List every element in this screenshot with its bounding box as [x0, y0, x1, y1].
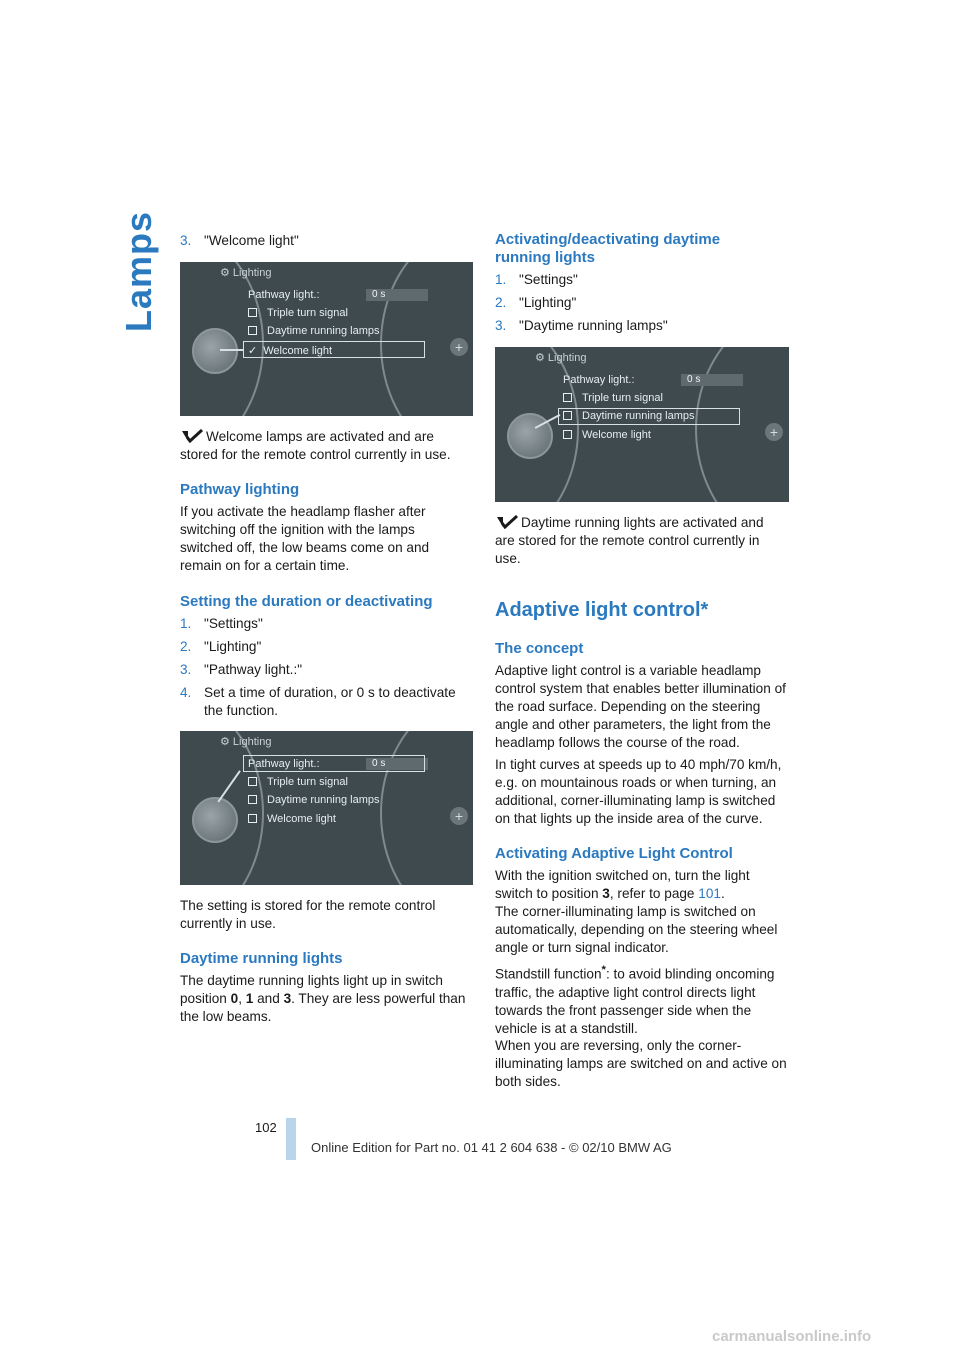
checkmark-icon: ✓: [248, 345, 258, 357]
step-item: 4. Set a time of duration, or 0 s to deactivate the function.: [180, 685, 456, 718]
alc-text-2: The corner-illuminating lamp is switched on automatically, depending on the steering wheel angle or turn signal indicator.: [495, 904, 778, 955]
page-number: 102: [255, 1120, 277, 1135]
selection-frame: [243, 755, 425, 772]
step-item: 1. "Settings": [495, 272, 578, 287]
step-number: 3.: [180, 233, 192, 248]
pathway-text: If you activate the headlamp flasher after switching off the ignition with the lamps switched off, the low beams come on and remain on for a certain time.: [180, 504, 430, 573]
footer-bar: [286, 1118, 296, 1160]
pathway-value: 0 s: [366, 289, 428, 301]
step-item: 2. "Lighting": [495, 295, 577, 310]
pathway-value: 0 s: [366, 758, 428, 770]
selection-frame: [558, 408, 740, 425]
welcome-note: Welcome lamps are activated and are stored for the remote control currently in use.: [180, 429, 451, 462]
step-item: 2. "Lighting": [180, 639, 262, 654]
triple-turn-row: Triple turn signal: [248, 776, 348, 788]
welcome-row: Welcome light: [248, 813, 336, 825]
concept-text: Adaptive light control is a variable headlamp control system that enables better illumination of the road surface. Depending on the steering angle and other parameters, the light from the headlamp follows the course of the road.: [495, 663, 786, 750]
checkbox-icon: [248, 814, 257, 823]
plus-icon: +: [450, 807, 468, 825]
heading-pathway-lighting: Pathway lighting: [180, 481, 300, 498]
stored-text: The setting is stored for the remote control currently in use.: [180, 898, 436, 931]
heading-activating-alc: Activating Adaptive Light Control: [495, 845, 733, 862]
concept-text-2: In tight curves at speeds up to 40 mph/70 km/h, e.g. on mountainous roads or when turning, an additional, corner-illuminating lamp is switched on that lights up the inside area of the curve.: [495, 757, 782, 826]
pathway-row: Pathway light.:: [248, 289, 320, 301]
checkbox-icon: [248, 326, 257, 335]
idrive-screen-pathway: [180, 731, 473, 885]
pathway-row: Pathway light.:: [248, 758, 320, 770]
controller-knob-icon: [192, 328, 238, 374]
checkmark-icon: [495, 515, 519, 529]
screen-header: ⚙ Lighting: [220, 267, 272, 279]
footer-edition: Online Edition for Part no. 01 41 2 604 638 - © 02/10 BMW AG: [311, 1140, 672, 1155]
heading-concept: The concept: [495, 640, 584, 657]
triple-turn-row: Triple turn signal: [563, 392, 663, 404]
step-text: "Welcome light": [204, 233, 299, 248]
heading-duration: Setting the duration or deactivating: [180, 593, 433, 610]
pointer-line: [220, 349, 244, 351]
daytime-row: Daytime running lamps: [248, 794, 380, 806]
daytime-row: Daytime running lamps: [563, 410, 695, 422]
screen-header: ⚙ Lighting: [220, 736, 272, 748]
page-link[interactable]: 101: [698, 886, 721, 901]
step-item: 3. "Daytime running lamps": [495, 318, 668, 333]
daytime-row: Daytime running lamps: [248, 325, 380, 337]
step-item: [180, 232, 299, 250]
daytime-text: The daytime running lights light up in switch position 0, 1 and 3. They are less powerful than the low beams.: [180, 973, 466, 1024]
reversing-text: When you are reversing, only the corner-illuminating lamps are switched on and active on both sides.: [495, 1038, 787, 1089]
plus-icon: +: [765, 423, 783, 441]
heading-daytime-running-lights: Daytime running lights: [180, 950, 343, 967]
selection-frame: [243, 341, 425, 358]
checkbox-icon: [563, 393, 572, 402]
daytime-note: Daytime running lights are activated and are stored for the remote control currently in use.: [495, 515, 764, 566]
step-item: 3. "Pathway light.:": [180, 662, 303, 677]
standstill-text: Standstill function*: to avoid blinding oncoming traffic, the adaptive light control directs light towards the front passenger side when the vehicle is at a standstill.: [495, 964, 775, 1036]
checkbox-icon: [248, 308, 257, 317]
pathway-value: 0 s: [681, 374, 743, 386]
checkmark-icon: [180, 429, 204, 443]
heading-activating-daytime: Activating/deactivating daytime running lights: [495, 231, 721, 266]
step-item: 1. "Settings": [180, 616, 263, 631]
triple-turn-row: Triple turn signal: [248, 307, 348, 319]
section-title: [118, 210, 159, 342]
idrive-screen-daytime: [495, 347, 789, 502]
checkbox-icon: [563, 430, 572, 439]
checkbox-icon: [248, 795, 257, 804]
pathway-row: Pathway light.:: [563, 374, 635, 386]
heading-adaptive-light-control: Adaptive light control*: [495, 599, 709, 621]
screen-header: ⚙ Lighting: [535, 352, 587, 364]
alc-text: With the ignition switched on, turn the light switch to position 3, refer to page 101.: [495, 868, 750, 901]
idrive-screen-welcome: [180, 262, 473, 416]
watermark: carmanualsonline.info: [712, 1328, 872, 1345]
welcome-row: Welcome light: [563, 429, 651, 441]
section-title-text: Lamps: [118, 210, 159, 332]
welcome-row: ✓ Welcome light: [248, 345, 333, 357]
checkbox-icon: [248, 777, 257, 786]
controller-knob-icon: [192, 797, 238, 843]
plus-icon: +: [450, 338, 468, 356]
